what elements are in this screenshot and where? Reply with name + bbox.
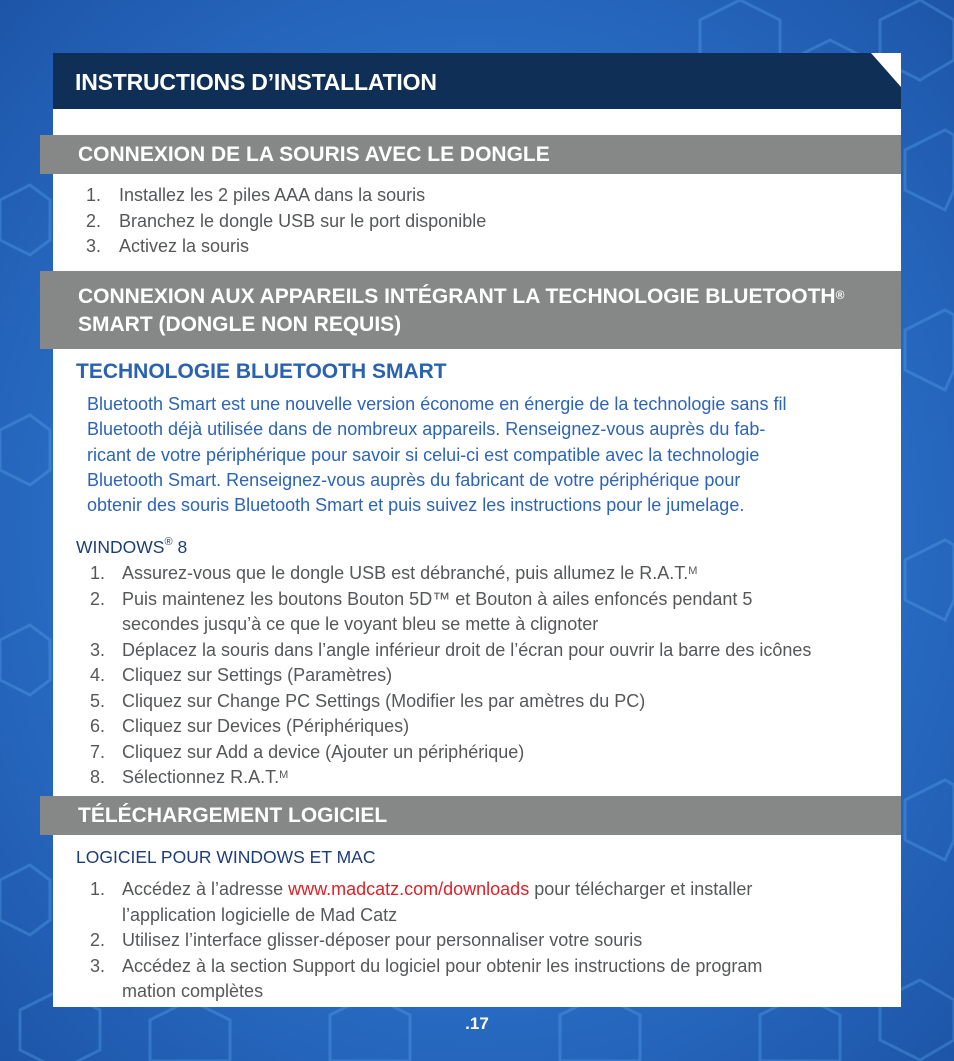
main-header <box>53 53 901 109</box>
page-title: INSTRUCTIONS D’INSTALLATION <box>75 69 437 95</box>
list-item: 7. Cliquez sur Add a device (Ajouter un périphérique) <box>90 741 525 762</box>
windows-8-heading: WINDOWS® 8 <box>76 536 188 557</box>
section-bar-dongle <box>40 135 901 174</box>
section-title-bluetooth-line2: SMART (DONGLE NON REQUIS) <box>78 313 402 336</box>
section-bar-bluetooth <box>40 271 901 349</box>
windows-steps-list <box>90 561 890 791</box>
bluetooth-description: Bluetooth Smart est une nouvelle version économe en énergie de la technologie sans fil Bluetooth déjà utilisée dans de nombreux appareils. Renseignez-vous auprès du fab- ricant de votre périphérique pour savoir si celui-ci est compatible avec la technologie Bluetooth Smart. Renseignez-vous auprès du fabricant de votre périphérique pour obtenir des souris Bluetooth Smart et puis suivez les instructions pour le jumelage. <box>87 394 787 516</box>
list-item: 3. Accédez à la section Support du logiciel pour obtenir les instructions de program mation complètes <box>90 955 763 1001</box>
section-bar-download <box>40 796 901 835</box>
bluetooth-smart-heading: TECHNOLOGIE BLUETOOTH SMART <box>76 360 447 383</box>
list-item: 3. Déplacez la souris dans l’angle inférieur droit de l’écran pour ouvrir la barre des icônes <box>90 639 812 660</box>
list-item: 2. Branchez le dongle USB sur le port disponible <box>86 210 487 231</box>
dongle-steps-list <box>86 183 486 260</box>
section-title-bluetooth-line1: CONNEXION AUX APPAREILS INTÉGRANT LA TECHNOLOGIE BLUETOOTH® <box>78 285 845 308</box>
list-item: 6. Cliquez sur Devices (Périphériques) <box>90 716 410 736</box>
list-item: 2. Utilisez l’interface glisser-déposer pour personnaliser votre souris <box>90 930 643 950</box>
list-item: 3. Activez la souris <box>86 236 250 256</box>
software-heading: LOGICIEL POUR WINDOWS ET MAC <box>76 847 376 867</box>
download-steps-list <box>90 877 890 1005</box>
list-item: 8. Sélectionnez R.A.T.$^M$ <box>90 767 289 787</box>
page-number: .17 <box>465 1014 489 1033</box>
list-item: 4. Cliquez sur Settings (Paramètres) <box>90 665 393 685</box>
list-item: 1. Installez les 2 piles AAA dans la souris <box>86 185 426 205</box>
list-item: 5. Cliquez sur Change PC Settings (Modifier les par amètres du PC) <box>90 690 646 711</box>
section-title-dongle: CONNEXION DE LA SOURIS AVEC LE DONGLE <box>78 143 550 166</box>
section-title-download: TÉLÉCHARGEMENT LOGICIEL <box>78 804 388 827</box>
list-item: 1. Accédez à l’adresse www.madcatz.com/downloads pour télécharger et installer l’application logicielle de Mad Catz <box>90 879 753 925</box>
list-item: 1. Assurez-vous que le dongle USB est débranché, puis allumez le R.A.T.$^M$ <box>90 563 698 583</box>
download-link[interactable]: www.madcatz.com/downloads <box>288 879 530 899</box>
list-item: 2. Puis maintenez les boutons Bouton 5D™ et Bouton à ailes enfoncés pendant 5 secondes jusqu’à ce que le voyant bleu se mette à clignoter <box>90 588 753 634</box>
